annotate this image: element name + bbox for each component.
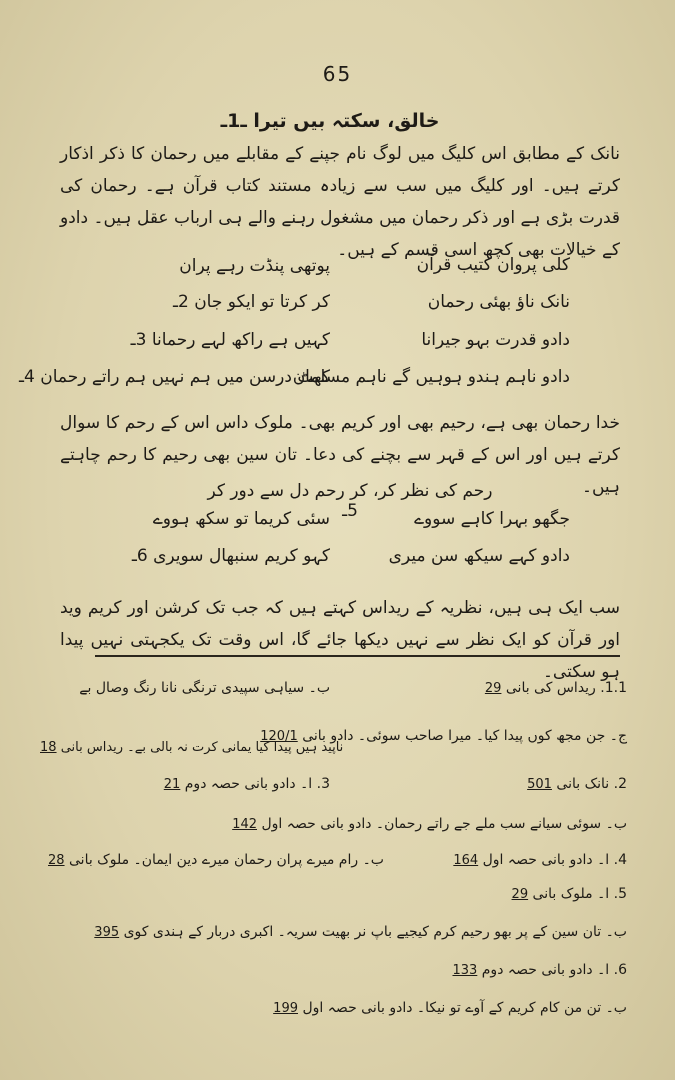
footnote-ref: 164 <box>453 853 479 868</box>
footnote <box>40 740 343 755</box>
verse-left: سئی کریما تو سکھ ہووے <box>152 509 330 529</box>
verse-left: کھٹ درسن میں ہم نہیں ہم راتے رحمان 4ـ <box>19 367 330 387</box>
footnote-ref: 133 <box>452 963 478 978</box>
footnote-ref: 29 <box>484 681 502 696</box>
footnote-ref: 142 <box>232 817 258 832</box>
footnote-ref: 18 <box>40 740 57 755</box>
footnote-ref: 21 <box>163 777 181 792</box>
footnote-text: ج۔ جن مجھ کوں پیدا کیا۔ میرا صاحب سوئی۔ دادو بانی <box>302 728 627 744</box>
paragraph-2: خدا رحمان بھی ہے، رحیم بھی اور کریم بھی۔ ملوک داس اس کے رحم کا سوال کرتے ہیں اور اس کے قہر سے بچنے کی دعا۔ تان سین بھی رحیم کا رحم چاہتے ہیں۔ <box>60 413 620 497</box>
verse-left: کہو کریم سنبھال سویری 6ـ <box>131 546 330 566</box>
verse-left: کہیں ہے راکھ لہے رحمانا 3ـ <box>130 330 330 350</box>
footnote-divider <box>95 655 620 657</box>
footnote-ref: 395 <box>94 925 120 940</box>
paragraph-1: نانک کے مطابق اس کلیگ میں لوگ نام جپنے کے مقابلے میں رحمان کا ذکر اذکار کرتے ہیں۔ اور کلیگ میں سب سے زیادہ مستند کتاب قرآن ہے۔ رحمان کی قدرت بڑی ہے اور ذکر رحمان میں مشغول رہنے والے ہی ارباب عقل ہیں۔ دادو کے خیالات بھی کچھ اسی قسم کے ہیں۔ <box>60 144 620 260</box>
footnote <box>527 776 627 792</box>
verse-right: کلی پروان کتیب قرآن <box>416 255 570 275</box>
footnote-text: 5. ا۔ ملوک بانی <box>532 886 627 902</box>
verse-right: نانک ناؤ بھئی رحمان <box>427 292 570 312</box>
page-number: 65 <box>322 62 353 86</box>
verse-right: دادو قدرت بہو جیرانا <box>421 330 570 350</box>
verse-right: دادو کہے سیکھ سن میری <box>388 546 570 566</box>
centered-verse: رحم کی نظر کر، کر رحم دل سے دور کر 5ـ <box>207 481 493 521</box>
footnote-text: ب۔ رام میرے پران رحمان میرے دین ایمان۔ ملوک بانی <box>69 852 384 868</box>
footnote-text: ب۔ تن من کام کریم کے آوے تو نیکا۔ دادو بانی حصہ اول <box>302 1000 627 1016</box>
verse-left: پوتھی پنڈت رہے پران <box>179 256 330 276</box>
footnote-text: ناپید ہیں پیدا کیا یمانی کرت نہ بالی بے۔ ریداس بانی <box>60 740 344 755</box>
footnote-text: 2. نانک بانی <box>556 776 627 792</box>
footnote <box>48 852 384 868</box>
footnote-ref: 28 <box>48 853 65 868</box>
footnote-text: 4. ا۔ دادو بانی حصہ اول <box>482 852 627 868</box>
footnote-text: ب۔ سیاہی سپیدی ترنگی نانا رنگ وصال بے <box>79 680 330 696</box>
footnote <box>485 680 627 696</box>
verse-row <box>0 508 675 545</box>
section-heading: خالق، سکتہ بیں تیرا ـ1ـ <box>220 110 440 132</box>
footnote-text: ب۔ سوئی سیانے سب ملے جے راتے رحمان۔ دادو بانی حصہ اول <box>261 816 627 832</box>
footnote <box>452 962 627 978</box>
footnote-ref: 120/1 <box>260 729 298 744</box>
footnote-ref: 29 <box>511 887 529 902</box>
footnote-text: ب۔ تان سین کے پر بھو رحیم کرم کیجیے باپ نر بھیت سریہ۔ اکبری دربار کے ہندی کوی <box>123 924 627 940</box>
verse-row <box>0 329 675 366</box>
verse-left: کر کرتا تو ایکو جان 2ـ <box>172 292 330 312</box>
verse-row <box>0 255 675 292</box>
footnote-ref: 501 <box>527 777 552 792</box>
verse-right: دادو ناہم ہندو ہوہیں گے ناہم مسلمان <box>292 367 570 387</box>
verse-row <box>0 366 675 403</box>
verse-row <box>0 292 675 329</box>
verse-right: جگھو بہرا کاہے سووے <box>414 509 570 529</box>
verse-block-2 <box>0 508 675 582</box>
footnote <box>94 924 627 940</box>
footnote-text: 6. ا۔ دادو بانی حصہ دوم <box>481 962 627 978</box>
verse-row <box>0 545 675 582</box>
footnote <box>164 776 330 792</box>
footnote-text: 3. ا۔ دادو بانی حصہ دوم <box>184 776 330 792</box>
footnote <box>273 1000 627 1016</box>
paragraph-3: سب ایک ہی ہیں، نظریہ کے ریداس کہتے ہیں کہ جب تک کرشن اور کریم وید اور قرآن کو ایک نظر سے نہیں دیکھا جائے گا، اس وقت تک یکجہتی نہیں پیدا ہو سکتی۔ <box>60 598 620 682</box>
footnote <box>79 680 330 696</box>
footnote <box>232 816 627 832</box>
footnote-text: 1.1. ریداس کی بانی <box>505 680 627 696</box>
footnote-ref: 199 <box>273 1001 298 1016</box>
verse-block-1 <box>0 255 675 403</box>
footnote <box>453 852 627 868</box>
footnote <box>512 886 627 902</box>
